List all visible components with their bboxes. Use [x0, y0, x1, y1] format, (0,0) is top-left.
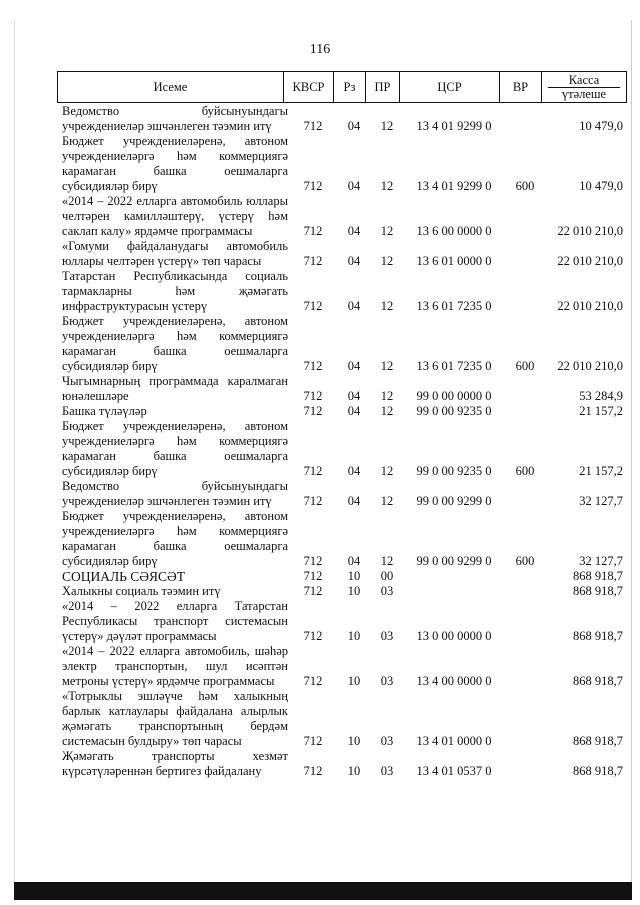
row-csr: 99 0 00 9235 0	[416, 464, 492, 478]
row-vr: 600	[515, 359, 535, 373]
row-kvsr: 712	[303, 569, 323, 583]
row-pr: 12	[380, 389, 394, 403]
row-rz: 04	[347, 119, 361, 133]
row-csr: 13 4 01 9299 0	[416, 179, 492, 193]
row-rz: 04	[347, 359, 361, 373]
row-pr: 12	[380, 464, 394, 478]
row-rz: 10	[347, 569, 361, 583]
table-row	[57, 419, 626, 479]
table-row	[57, 374, 626, 404]
header-kassa-line2: үтәлеше	[548, 87, 620, 101]
row-rz: 04	[347, 254, 361, 268]
table-row	[57, 749, 626, 779]
row-csr: 13 6 01 0000 0	[416, 254, 492, 268]
row-kvsr: 712	[303, 554, 323, 568]
row-kvsr: 712	[303, 224, 323, 238]
row-sum: 32 127,7	[579, 554, 623, 568]
table-body	[57, 104, 626, 779]
row-csr: 13 6 01 7235 0	[416, 299, 492, 313]
table-row	[57, 584, 626, 599]
row-kvsr: 712	[303, 764, 323, 778]
row-pr: 12	[380, 404, 394, 418]
row-pr: 12	[380, 299, 394, 313]
row-csr: 99 0 00 9235 0	[416, 404, 492, 418]
row-name: «2014 – 2022 елларга автомобиль юллары челтәрен камилләштерү, үстерү һәм саклап калу» ярдәмче программасы	[62, 194, 288, 238]
left-scan-edge	[14, 20, 15, 882]
row-kvsr: 712	[303, 359, 323, 373]
row-csr: 13 4 01 0537 0	[416, 764, 492, 778]
row-sum: 868 918,7	[573, 569, 623, 583]
row-name: Халыкны социаль тәэмин итү	[62, 584, 221, 598]
row-pr: 03	[380, 674, 394, 688]
row-pr: 12	[380, 494, 394, 508]
row-csr: 13 6 01 7235 0	[416, 359, 492, 373]
row-kvsr: 712	[303, 119, 323, 133]
row-kvsr: 712	[303, 254, 323, 268]
row-rz: 10	[347, 734, 361, 748]
header-name: Исеме	[58, 72, 284, 103]
scan-bottom-border	[14, 882, 632, 900]
row-pr: 12	[380, 224, 394, 238]
row-sum: 21 157,2	[579, 464, 623, 478]
row-name: «2014 – 2022 елларга Татарстан Республикасы транспорт системасын үстерү» дәүләт программасы	[62, 599, 288, 643]
row-sum: 868 918,7	[573, 734, 623, 748]
row-sum: 22 010 210,0	[557, 359, 623, 373]
table-row	[57, 104, 626, 134]
row-kvsr: 712	[303, 464, 323, 478]
table-row	[57, 269, 626, 314]
row-name: Татарстан Республикасында социаль тармакларны һәм җәмәгать инфраструктурасын үстерү	[62, 269, 288, 313]
row-pr: 00	[380, 569, 394, 583]
header-kassa	[542, 72, 627, 103]
header-kvsr: КВСР	[284, 72, 334, 103]
row-kvsr: 712	[303, 494, 323, 508]
row-pr: 12	[380, 119, 394, 133]
row-rz: 10	[347, 629, 361, 643]
row-name: Бюджет учреждениеләренә, автоном учреждениеләргә һәм коммерциягә карамаган башка оешмаларга субсидияләр бирү	[62, 134, 288, 193]
row-rz: 04	[347, 554, 361, 568]
row-vr: 600	[515, 464, 535, 478]
row-name: Бюджет учреждениеләренә, автоном учреждениеләргә һәм коммерциягә карамаган башка оешмаларга субсидияләр бирү	[62, 419, 288, 478]
row-vr: 600	[515, 554, 535, 568]
row-pr: 12	[380, 554, 394, 568]
row-pr: 12	[380, 179, 394, 193]
table-row	[57, 689, 626, 749]
row-rz: 04	[347, 494, 361, 508]
row-name: Бюджет учреждениеләренә, автоном учреждениеләргә һәм коммерциягә карамаган башка оешмаларга субсидияләр бирү	[62, 314, 288, 373]
table-row	[57, 134, 626, 194]
row-kvsr: 712	[303, 674, 323, 688]
row-sum: 868 918,7	[573, 674, 623, 688]
header-csr: ЦСР	[400, 72, 500, 103]
row-csr: 13 0 00 0000 0	[416, 629, 492, 643]
row-rz: 04	[347, 389, 361, 403]
row-csr: 13 4 01 0000 0	[416, 734, 492, 748]
row-rz: 04	[347, 404, 361, 418]
row-rz: 10	[347, 764, 361, 778]
table-row	[57, 599, 626, 644]
table-row	[57, 569, 626, 584]
row-rz: 10	[347, 674, 361, 688]
row-pr: 03	[380, 584, 394, 598]
row-sum: 32 127,7	[579, 494, 623, 508]
table-header	[57, 71, 627, 103]
row-rz: 04	[347, 464, 361, 478]
row-sum: 22 010 210,0	[557, 254, 623, 268]
row-sum: 868 918,7	[573, 629, 623, 643]
table-row	[57, 479, 626, 509]
row-csr: 13 6 00 0000 0	[416, 224, 492, 238]
row-name: «Гомуми файдаланудагы автомобиль юллары челтәрен үстерү» төп чарасы	[62, 239, 288, 268]
row-name: «Тотрыклы эшләүче һәм халыкның барлык катлаулары файдалана алырлык җәмәгать транспортының бердәм системасын булдыру» төп чарасы	[62, 689, 288, 748]
row-name: Чыгымнарның программада каралмаган юнәлешләре	[62, 374, 288, 403]
row-vr: 600	[515, 179, 535, 193]
row-sum: 22 010 210,0	[557, 299, 623, 313]
row-kvsr: 712	[303, 299, 323, 313]
row-csr: 99 0 00 0000 0	[416, 389, 492, 403]
right-scan-edge	[631, 20, 632, 882]
table-row	[57, 314, 626, 374]
row-sum: 10 479,0	[579, 119, 623, 133]
header-vr: ВР	[500, 72, 542, 103]
row-sum: 21 157,2	[579, 404, 623, 418]
row-name: Бюджет учреждениеләренә, автоном учреждениеләргә һәм коммерциягә карамаган башка оешмаларга субсидияләр бирү	[62, 509, 288, 568]
row-sum: 10 479,0	[579, 179, 623, 193]
header-pr: ПР	[366, 72, 400, 103]
row-csr: 13 4 00 0000 0	[416, 674, 492, 688]
row-name: «2014 – 2022 елларга автомобиль, шәһәр электр транспортын, шул исәптән метроны үстерү» ярдәмче программасы	[62, 644, 288, 688]
row-pr: 03	[380, 764, 394, 778]
header-kassa-line1: Касса	[568, 72, 600, 87]
row-name: Җәмәгать транспорты хезмәт күрсәтүләреннән бертигез файдалану	[62, 749, 288, 778]
row-name: Башка түләүләр	[62, 404, 147, 418]
row-pr: 03	[380, 629, 394, 643]
row-csr: 99 0 00 9299 0	[416, 554, 492, 568]
row-rz: 10	[347, 584, 361, 598]
row-rz: 04	[347, 224, 361, 238]
row-kvsr: 712	[303, 389, 323, 403]
row-name: Ведомство буйсынуындагы учреждениеләр эшчәнлеген тәэмин итү	[62, 104, 288, 133]
row-name: Ведомство буйсынуындагы учреждениеләр эшчәнлеген тәэмин итү	[62, 479, 288, 508]
row-rz: 04	[347, 299, 361, 313]
table-row	[57, 194, 626, 239]
page-number: 116	[309, 42, 331, 57]
row-kvsr: 712	[303, 584, 323, 598]
row-sum: 868 918,7	[573, 764, 623, 778]
row-name: СОЦИАЛЬ СӘЯСӘТ	[62, 569, 186, 584]
row-kvsr: 712	[303, 404, 323, 418]
row-kvsr: 712	[303, 629, 323, 643]
row-kvsr: 712	[303, 734, 323, 748]
row-csr: 13 4 01 9299 0	[416, 119, 492, 133]
row-pr: 03	[380, 734, 394, 748]
row-pr: 12	[380, 359, 394, 373]
table-row	[57, 404, 626, 419]
table-row	[57, 509, 626, 569]
row-pr: 12	[380, 254, 394, 268]
row-sum: 868 918,7	[573, 584, 623, 598]
row-sum: 22 010 210,0	[557, 224, 623, 238]
row-kvsr: 712	[303, 179, 323, 193]
row-csr: 99 0 00 9299 0	[416, 494, 492, 508]
header-rz: Рз	[334, 72, 366, 103]
row-rz: 04	[347, 179, 361, 193]
row-sum: 53 284,9	[579, 389, 623, 403]
table-row	[57, 644, 626, 689]
table-row	[57, 239, 626, 269]
